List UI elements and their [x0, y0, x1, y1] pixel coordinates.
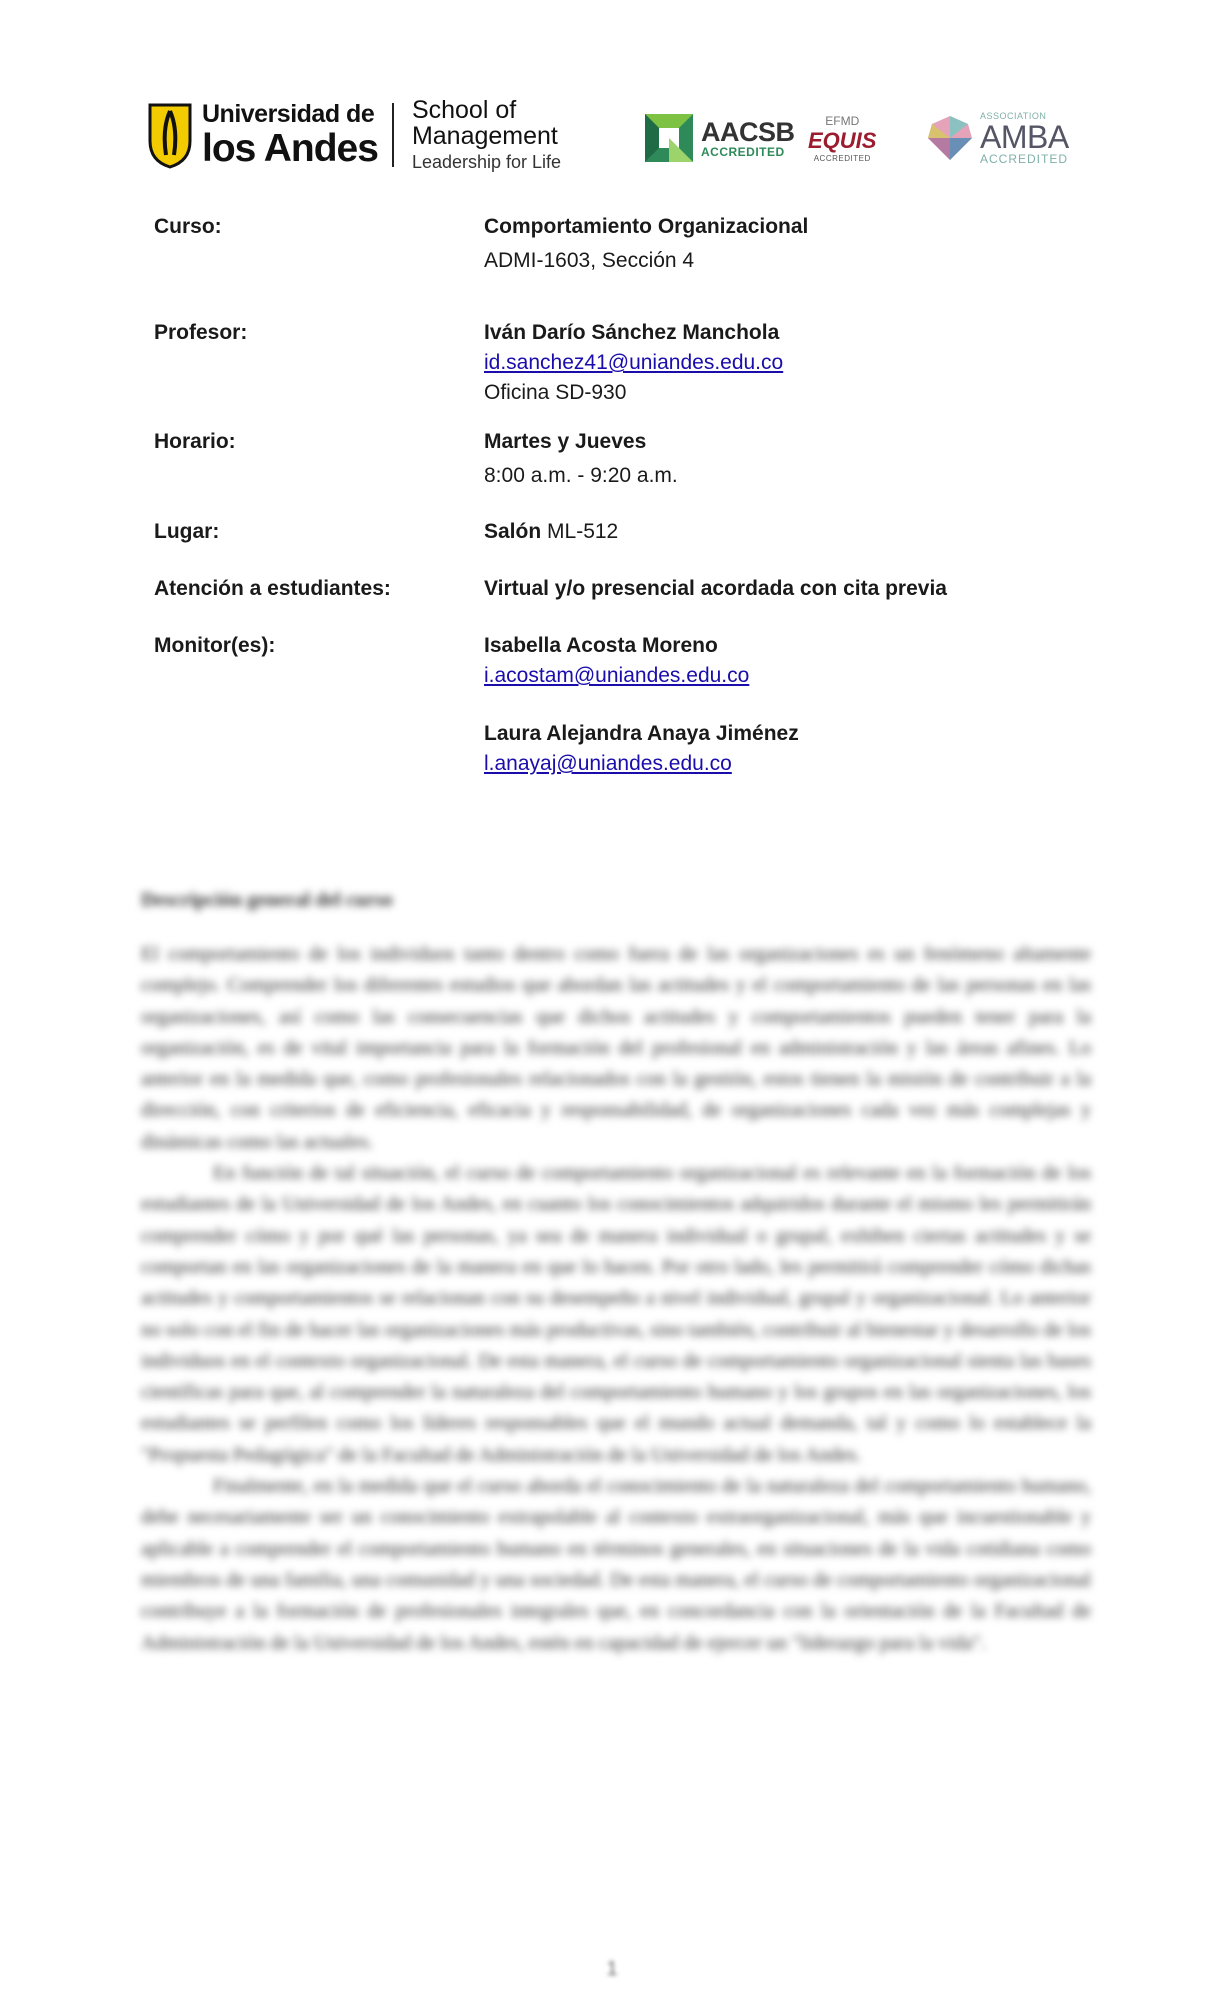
logo-divider — [392, 103, 394, 167]
uniandes-logo — [148, 96, 561, 174]
profesor-label: Profesor: — [154, 321, 248, 344]
aacsb-square-icon — [645, 114, 693, 162]
university-name-line2: los Andes — [202, 127, 378, 170]
professor-name: Iván Darío Sánchez Manchola — [484, 321, 780, 344]
info-row-curso — [154, 212, 1054, 318]
equis-name: EQUIS — [808, 127, 877, 153]
page-number: 1 — [606, 1958, 618, 1980]
monitor1-email-link[interactable]: i.acostam@uniandes.edu.co — [484, 664, 750, 687]
schedule-days: Martes y Jueves — [484, 430, 647, 453]
monitor2-email-link[interactable]: l.anayaj@uniandes.edu.co — [484, 752, 732, 775]
info-row-horario — [154, 427, 1054, 517]
amba-status: ACCREDITED — [980, 151, 1069, 166]
info-row-profesor — [154, 318, 1054, 427]
schedule-time: 8:00 a.m. - 9:20 a.m. — [484, 464, 678, 487]
course-name: Comportamiento Organizacional — [484, 215, 809, 238]
monitor1-name: Isabella Acosta Moreno — [484, 634, 718, 657]
location-room: ML-512 — [547, 520, 619, 543]
school-line1: School of — [411, 96, 517, 125]
school-tagline: Leadership for Life — [411, 152, 562, 173]
section-title: Descripción general del curso — [141, 889, 393, 911]
aacsb-name: AACSB — [701, 116, 795, 147]
atencion-label: Atención a estudiantes: — [154, 577, 391, 600]
office-hours-value: Virtual y/o presencial acordada con cita previa — [484, 577, 947, 600]
amba-name: AMBA — [980, 118, 1069, 155]
horario-label: Horario: — [154, 430, 236, 453]
professor-office: Oficina SD-930 — [484, 381, 627, 404]
aacsb-status: ACCREDITED — [701, 144, 785, 159]
info-row-lugar — [154, 517, 1054, 574]
location-prefix: Salón — [484, 520, 542, 543]
aacsb-accreditation-logo — [645, 110, 795, 166]
info-row-atencion — [154, 574, 1054, 631]
monitores-label: Monitor(es): — [154, 634, 276, 657]
amba-gem-icon — [926, 114, 974, 162]
description-paragraph-2: En función de tal situación, el curso de comportamiento organizacional es relevante en la formación de los estudiantes de la Universidad de los Andes, en cuanto los conocimientos adquiridos durante el mismo les permitirán comprender cómo y por qué las personas, ya sea de manera individual o grupal, exhiben ciertas actitudes y se comportan en las organizaciones de la manera en que lo hacen. Por otro lado, les permitirá comprender cómo dichas actitudes y comportamientos se relacionan con su desempeño a nivel individual, grupal y organizacional. Lo anterior no solo con el fin de hacer las organizaciones más productivas, sino también, contribuir al bienestar y desarrollo de los individuos en el contexto organizacional. De esta manera, el curso de comportamiento organizacional sienta las bases científicas para que, al comprender la naturaleza del comportamiento humano y los grupos en las organizaciones, los estudiantes se perfilen como los líderes responsables que el mundo actual demanda, tal y como lo establece la "Propuesta Pedagógica" de la Facultad de Administración de la Universidad de los Andes. — [141, 1162, 1091, 1466]
university-name-line1: Universidad de — [202, 100, 375, 128]
efmd-label: EFMD — [825, 113, 860, 128]
page-header — [148, 96, 1094, 176]
school-of-management-logo — [412, 98, 561, 171]
amba-association: ASSOCIATION — [980, 110, 1047, 121]
equis-status: ACCREDITED — [813, 153, 871, 163]
course-info-table — [154, 212, 1054, 781]
amba-accreditation-logo — [926, 110, 1069, 166]
description-paragraph-1: El comportamiento de los individuos tanto dentro como fuera de las organizaciones es un fenómeno altamente complejo. Comprender los diferentes estudios que abordan las actitudes y el comportamiento de las personas en las organizaciones, así como las consecuencias que dichos actitudes y comportamientos pueden tener para la organización, es de vital importancia para la formación del profesional en administración y las áreas afines. Lo anterior en la medida que, como profesionales relacionados con la gestión, estos tienen la misión de contribuir a la dirección, con criterios de eficiencia, eficacia y responsabilidad, de organizaciones cada vez más complejas y dinámicas como las actuales. — [141, 943, 1091, 1153]
info-row-monitores — [154, 631, 1054, 781]
description-paragraph-3: Finalmente, en la medida que el curso aborda el conocimiento de la naturaleza del comportamiento humano, debe necesariamente ser un conocimiento extrapolable al contexto extraorganizacional, más que incuestionable y aplicable a comprender el comportamiento humano en términos generales, en situaciones de la vida cotidiana como miembros de una familia, una comunidad y una sociedad. De esta manera, el curso de comportamiento organizacional contribuye a la formación de profesionales integrales que, en concordancia con la orientación de la Facultad de Administración de la Universidad de los Andes, estén en capacidad de ejercer un "liderazgo para la vida". — [141, 1475, 1091, 1654]
school-line2: Management — [411, 121, 558, 150]
professor-email-link[interactable]: id.sanchez41@uniandes.edu.co — [484, 351, 784, 374]
curso-label: Curso: — [154, 215, 222, 238]
monitor2-name: Laura Alejandra Anaya Jiménez — [484, 722, 799, 745]
lugar-label: Lugar: — [154, 520, 220, 543]
equis-accreditation-logo — [808, 110, 876, 166]
course-code: ADMI-1603, Sección 4 — [484, 249, 695, 272]
course-description-section — [141, 885, 1091, 1659]
uniandes-crest-icon — [148, 101, 192, 169]
